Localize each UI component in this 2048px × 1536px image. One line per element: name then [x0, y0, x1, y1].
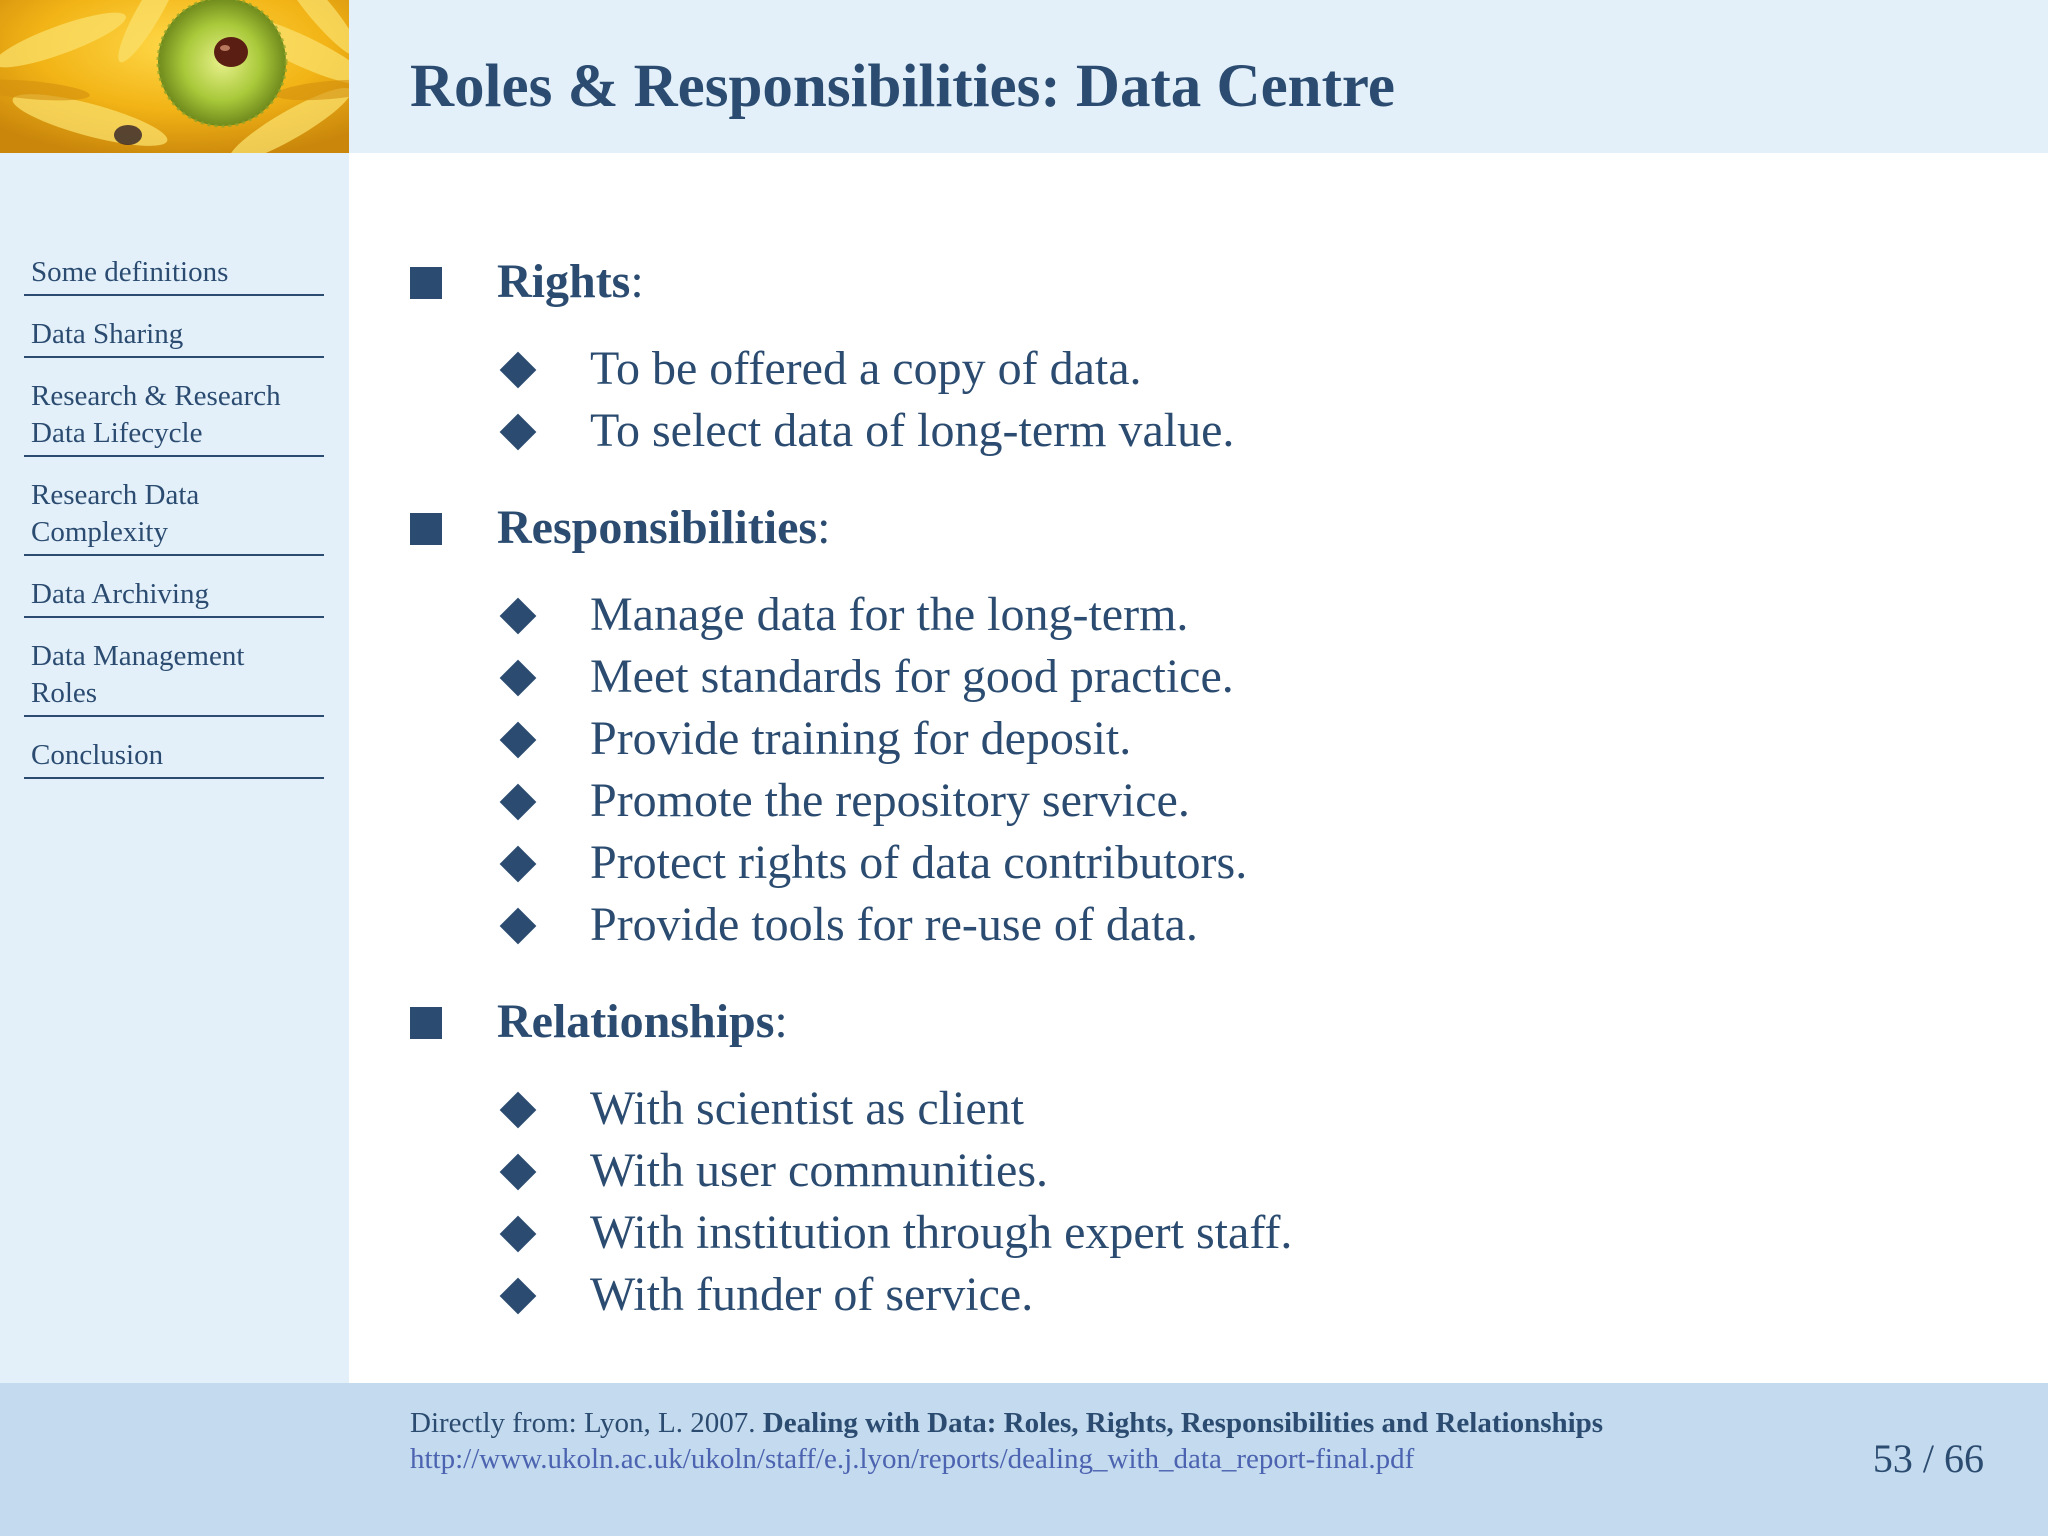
list-item-text: Provide training for deposit.: [590, 712, 1132, 765]
source-link[interactable]: http://www.ukoln.ac.uk/ukoln/staff/e.j.lyon/reports/dealing_with_data_report-final.pdf: [410, 1443, 1415, 1475]
sidebar-item-research-lifecycle[interactable]: [24, 378, 324, 457]
diamond-bullet-icon: [500, 414, 537, 451]
sidebar-item-some-definitions[interactable]: [24, 254, 324, 296]
diamond-bullet-icon: [500, 908, 537, 945]
diamond-bullet-icon: [500, 1216, 537, 1253]
section-rights: [410, 252, 1970, 462]
list-item-text: To select data of long-term value.: [590, 404, 1235, 457]
list-item-text: Meet standards for good practice.: [590, 650, 1234, 703]
sidebar-item-label: Research & Research: [31, 380, 281, 412]
diamond-bullet-icon: [500, 784, 537, 821]
list-item-text: Manage data for the long-term.: [590, 588, 1189, 641]
list-item: [410, 770, 1970, 832]
sidebar-item-conclusion[interactable]: [24, 737, 324, 779]
heading-colon: :: [774, 995, 788, 1048]
sidebar-item-label: Research Data: [31, 479, 200, 511]
section-relationships: [410, 992, 1970, 1326]
page-number: 53 / 66: [1872, 1436, 1984, 1481]
sidebar-item-data-management-roles[interactable]: [24, 638, 324, 717]
list-item: [410, 708, 1970, 770]
sidebar-nav: [24, 254, 324, 799]
sidebar-item-data-sharing[interactable]: [24, 316, 324, 358]
heading-colon: :: [817, 501, 831, 554]
diamond-bullet-icon: [500, 1278, 537, 1315]
diamond-bullet-icon: [500, 722, 537, 759]
list-item: [410, 832, 1970, 894]
sidebar-item-label: Conclusion: [31, 739, 164, 771]
list-item-text: With scientist as client: [590, 1082, 1024, 1135]
diamond-bullet-icon: [500, 1092, 537, 1129]
list-item-text: With user communities.: [590, 1144, 1048, 1197]
section-responsibilities: [410, 498, 1970, 956]
sidebar-item-research-data-complexity[interactable]: [24, 477, 324, 556]
slide-content: [410, 252, 1970, 1362]
diamond-bullet-icon: [500, 352, 537, 389]
list-item: [410, 1078, 1970, 1140]
page-title: Roles & Responsibilities: Data Centre: [410, 53, 1395, 120]
sidebar-item-label: Data Lifecycle: [31, 417, 203, 449]
list-item: [410, 338, 1970, 400]
sidebar-item-label: Data Sharing: [31, 318, 184, 350]
list-item: [410, 646, 1970, 708]
list-item-text: With funder of service.: [590, 1268, 1034, 1321]
credit-title: Dealing with Data: Roles, Rights, Responsibilities and Relationships: [762, 1407, 1604, 1439]
section-heading-label: Rights: [497, 255, 631, 308]
square-bullet-icon: [410, 267, 442, 299]
list-item-text: With institution through expert staff.: [590, 1206, 1293, 1259]
section-heading: [410, 992, 1970, 1052]
section-heading-label: Responsibilities: [497, 501, 818, 554]
diamond-bullet-icon: [500, 598, 537, 635]
diamond-bullet-icon: [500, 1154, 537, 1191]
list-item-text: Protect rights of data contributors.: [590, 836, 1248, 889]
list-item: [410, 1202, 1970, 1264]
source-credit: [410, 1405, 1603, 1477]
section-heading: [410, 498, 1970, 558]
footer-band: [0, 1383, 2048, 1536]
sidebar-item-label: Data Archiving: [31, 578, 209, 610]
square-bullet-icon: [410, 1007, 442, 1039]
diamond-bullet-icon: [500, 660, 537, 697]
square-bullet-icon: [410, 513, 442, 545]
section-heading-label: Relationships: [497, 995, 775, 1048]
section-heading: [410, 252, 1970, 312]
list-item-text: Provide tools for re-use of data.: [590, 898, 1198, 951]
sidebar-item-data-archiving[interactable]: [24, 576, 324, 618]
sidebar-item-label: Complexity: [31, 516, 168, 548]
sidebar: [0, 153, 349, 1383]
heading-colon: :: [630, 255, 644, 308]
diamond-bullet-icon: [500, 846, 537, 883]
list-item-text: To be offered a copy of data.: [590, 342, 1142, 395]
list-item: [410, 1140, 1970, 1202]
credit-prefix: Directly from: Lyon, L. 2007.: [410, 1407, 756, 1439]
list-item: [410, 894, 1970, 956]
list-item-text: Promote the repository service.: [590, 774, 1190, 827]
sidebar-item-label: Data Management: [31, 640, 245, 672]
sunflower-logo: [0, 0, 349, 153]
sidebar-item-label: Roles: [31, 677, 98, 709]
list-item: [410, 400, 1970, 462]
list-item: [410, 1264, 1970, 1326]
sidebar-item-label: Some definitions: [31, 256, 229, 288]
list-item: [410, 584, 1970, 646]
